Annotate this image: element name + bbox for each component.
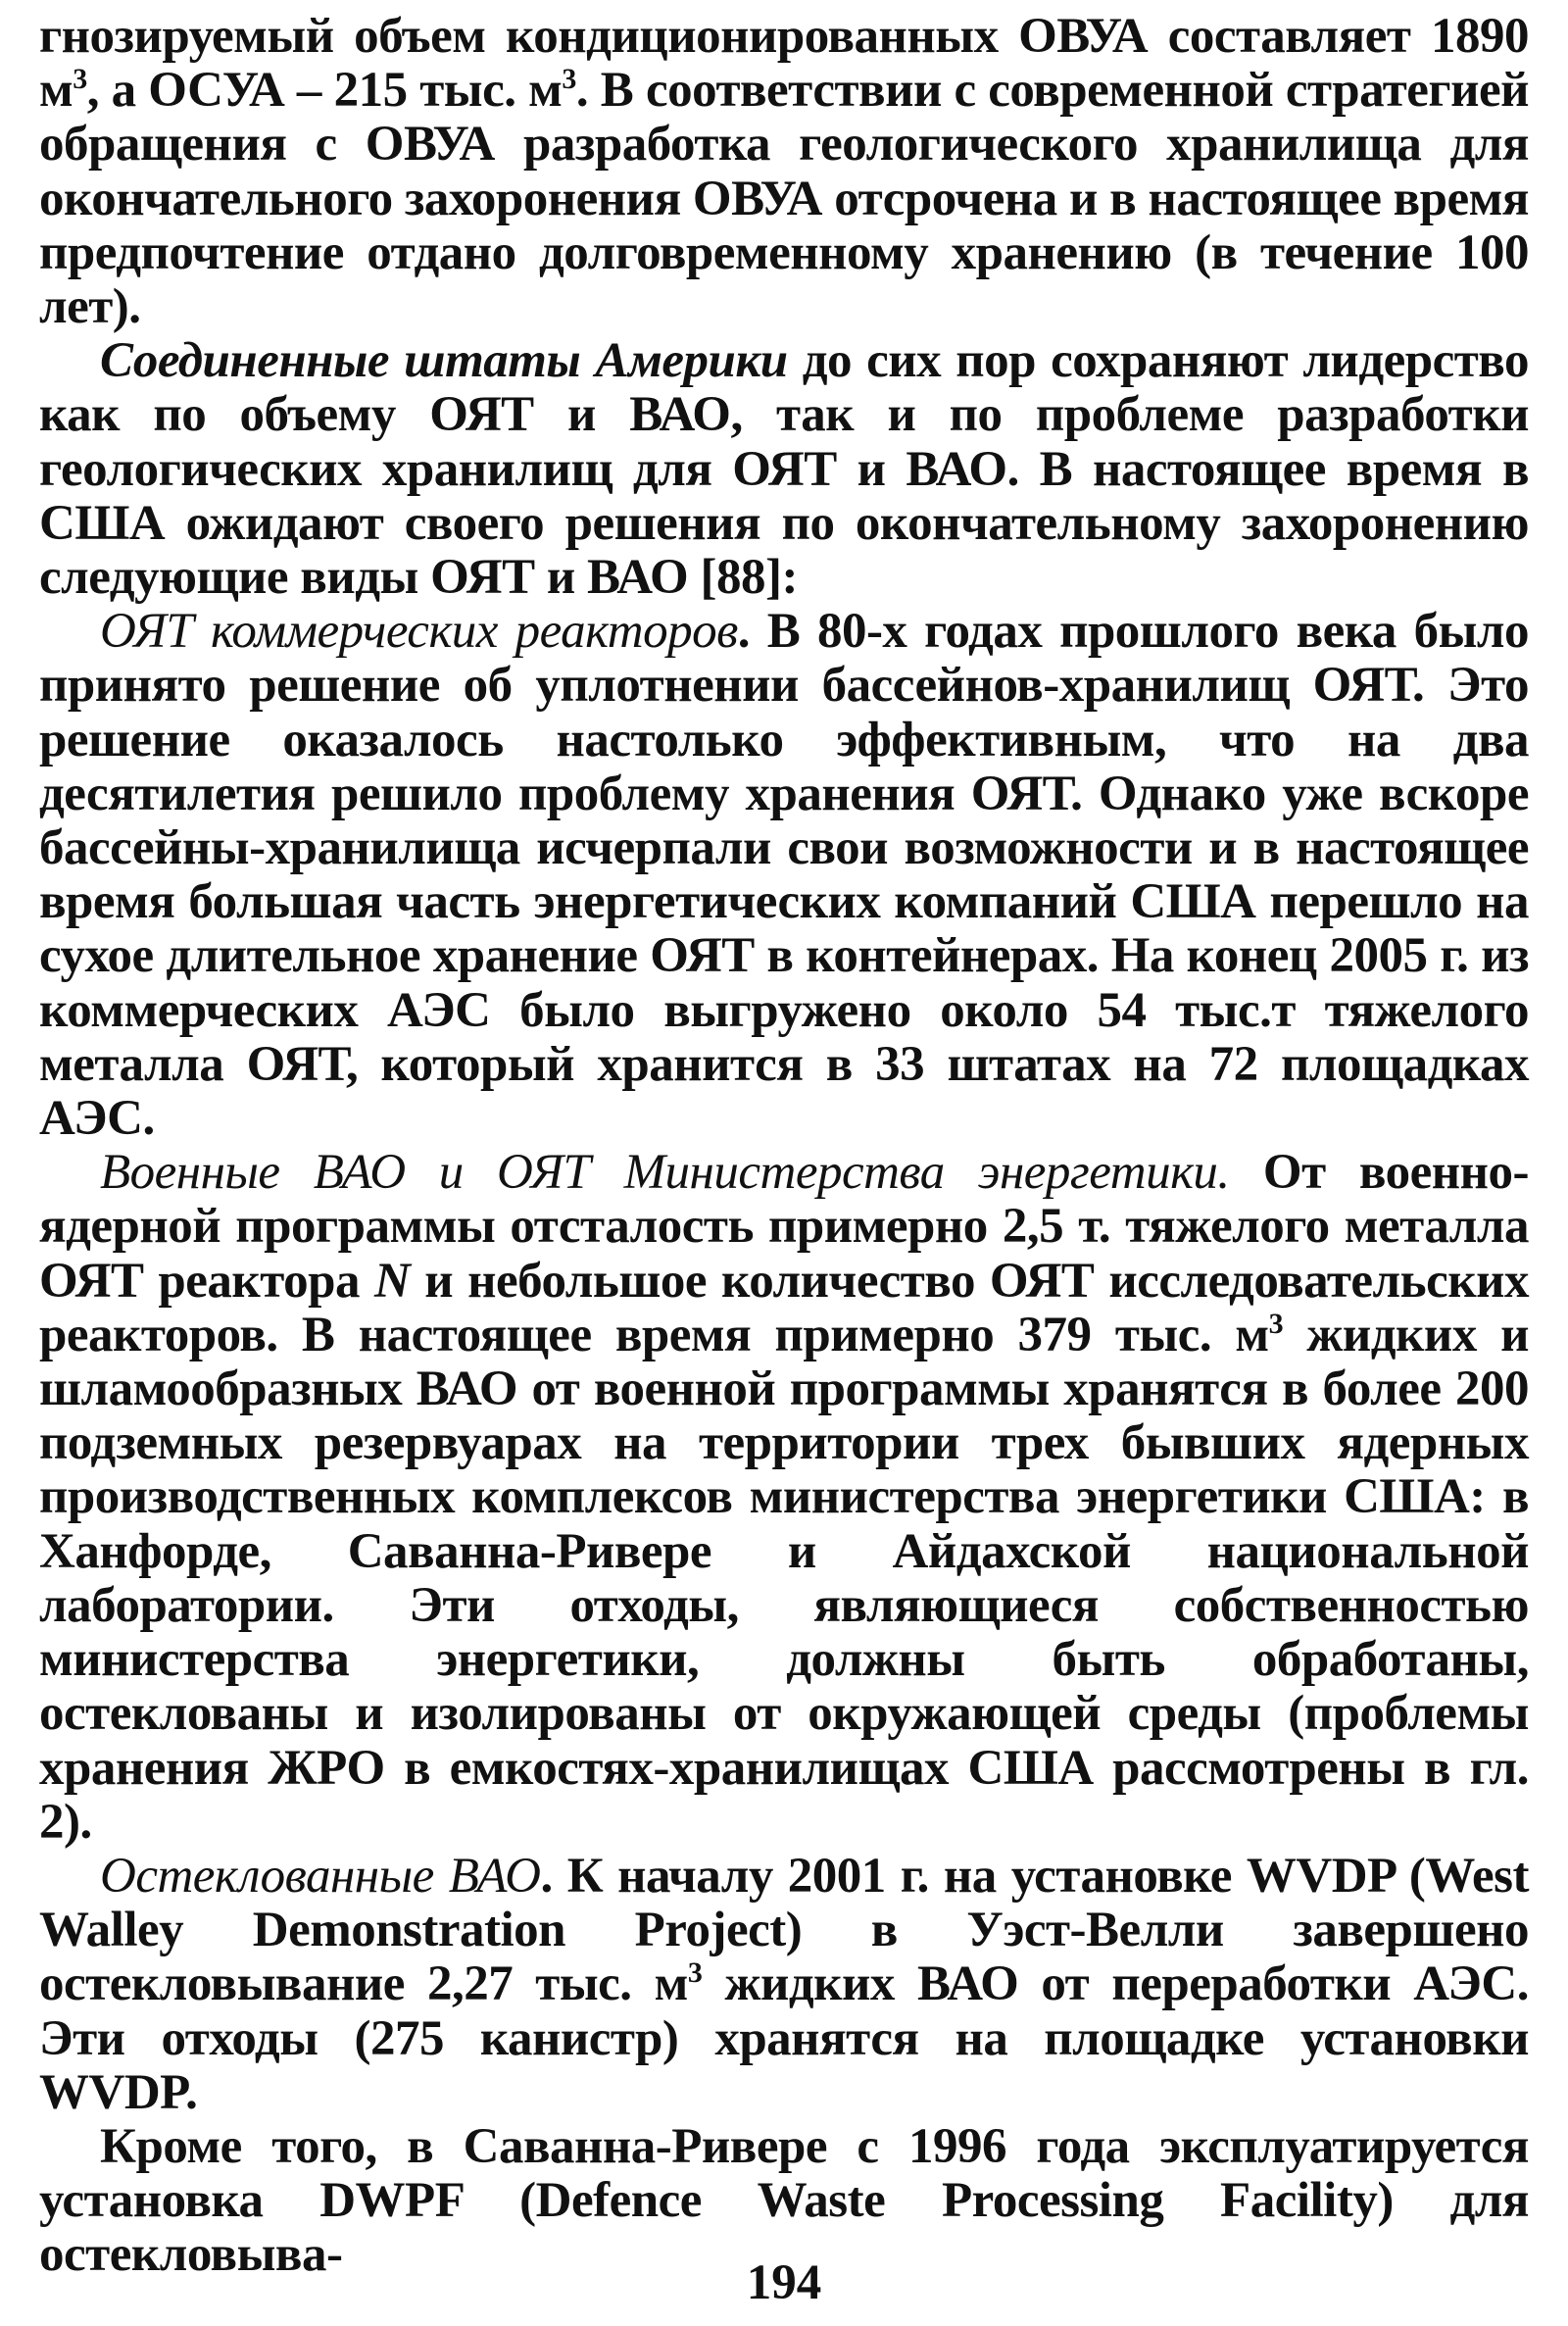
reactor-n-label: N: [374, 1253, 411, 1309]
paragraph-vitrified-hlw-text-b: жидких ВАО от переработки АЭС. Эти отходы (275 канистр) хранятся на площадке установки WVDP.: [39, 1956, 1530, 2120]
superscript-cubic: 3: [562, 63, 576, 96]
paragraph-vitrified-hlw: [39, 1850, 1529, 2120]
paragraph-usa: [39, 334, 1529, 605]
paragraph-vitrified-hlw-heading: Остеклованные ВАО: [100, 1848, 541, 1904]
paragraph-commercial-snf-heading: ОЯТ коммерческих реакторов: [100, 604, 738, 660]
paragraph-military-hlw-text-a: От военно-ядерной программы отсталость примерно 2,5 т. тяжелого металла ОЯТ реактора: [39, 1145, 1529, 1309]
paragraph-commercial-snf-text: . В 80-х годах прошлого века было принято решение об уплотнении бассейнов-хранилищ ОЯТ. Это решение оказалось настолько эффективным, что на два десятилетия решило проблему хранения ОЯТ. Однако уже вскоре бассейны-хранилища исчерпали свои возможности и в настоящее время большая часть энергетических компаний США перешло на сухое длительное хранение ОЯТ в контейнерах. На конец 2005 г. из коммерческих АЭС было выгружено около 54 тыс.т тяжелого металла ОЯТ, который хранится в 33 штатах на 72 площадках АЭС.: [39, 604, 1530, 1147]
superscript-cubic: 3: [73, 63, 87, 96]
paragraph-military-hlw: [39, 1146, 1529, 1850]
paragraph-1-text-c: . В соответствии с современной стратегией обращения с ОВУА разработка геологического хранилища для окончательного захоронения ОВУА отсрочена и в настоящее время предпочтение отдано долговременному хранению (в течение 100 лет).: [39, 63, 1529, 335]
page-number: 194: [746, 2255, 822, 2310]
paragraph-dwpf-text: Кроме того, в Саванна-Ривере с 1996 года эксплуатируется установка DWPF (Defence Waste Processing Facility) для остекловыва-: [39, 2118, 1529, 2283]
paragraph-military-hlw-heading: Военные ВАО и ОЯТ Министерства энергетики.: [100, 1145, 1230, 1201]
paragraph-1-text-a: гнозируемый объем кондиционированных ОВУА составляет 1890 м: [39, 9, 1529, 119]
document-page: [39, 10, 1529, 2303]
paragraph-commercial-snf: [39, 605, 1529, 1146]
superscript-cubic: 3: [687, 1956, 703, 1990]
paragraph-1-text-b: , а ОСУА – 215 тыс. м: [86, 63, 563, 119]
superscript-cubic: 3: [1268, 1307, 1284, 1340]
paragraph-military-hlw-text-b: и небольшое количество ОЯТ исследовательских реакторов. В настоящее время примерно 379 тыс. м: [39, 1253, 1529, 1362]
paragraph-military-hlw-text-c: жидких и шламообразных ВАО от военной программы хранятся в более 200 подземных резервуарах на территории трех бывших ядерных производственных комплексов министерства энергетики США: в Ханфорде, Саванна-Ривере и Айдахской национальной лаборатории. Эти отходы, являющиеся собственностью министерства энергетики, должны быть обработаны, остеклованы и изолированы от окружающей среды (проблемы хранения ЖРО в емкостях-хранилищах США рассмотрены в гл. 2).: [39, 1307, 1529, 1850]
paragraph-usa-text: до сих пор сохраняют лидерство как по объему ОЯТ и ВАО, так и по проблеме разработки геологических хранилищ для ОЯТ и ВАО. В настоящее время в США ожидают своего решения по окончательному захоронению следующие виды ОЯТ и ВАО [88]:: [39, 333, 1529, 606]
paragraph-1: [39, 10, 1529, 334]
paragraph-usa-heading: Соединенные штаты Америки: [100, 333, 788, 389]
paragraph-vitrified-hlw-text-a: . К началу 2001 г. на установке WVDP (West Walley Demonstration Project) в Уэст-Велли завершено остекловывание 2,27 тыс. м: [39, 1848, 1529, 2012]
